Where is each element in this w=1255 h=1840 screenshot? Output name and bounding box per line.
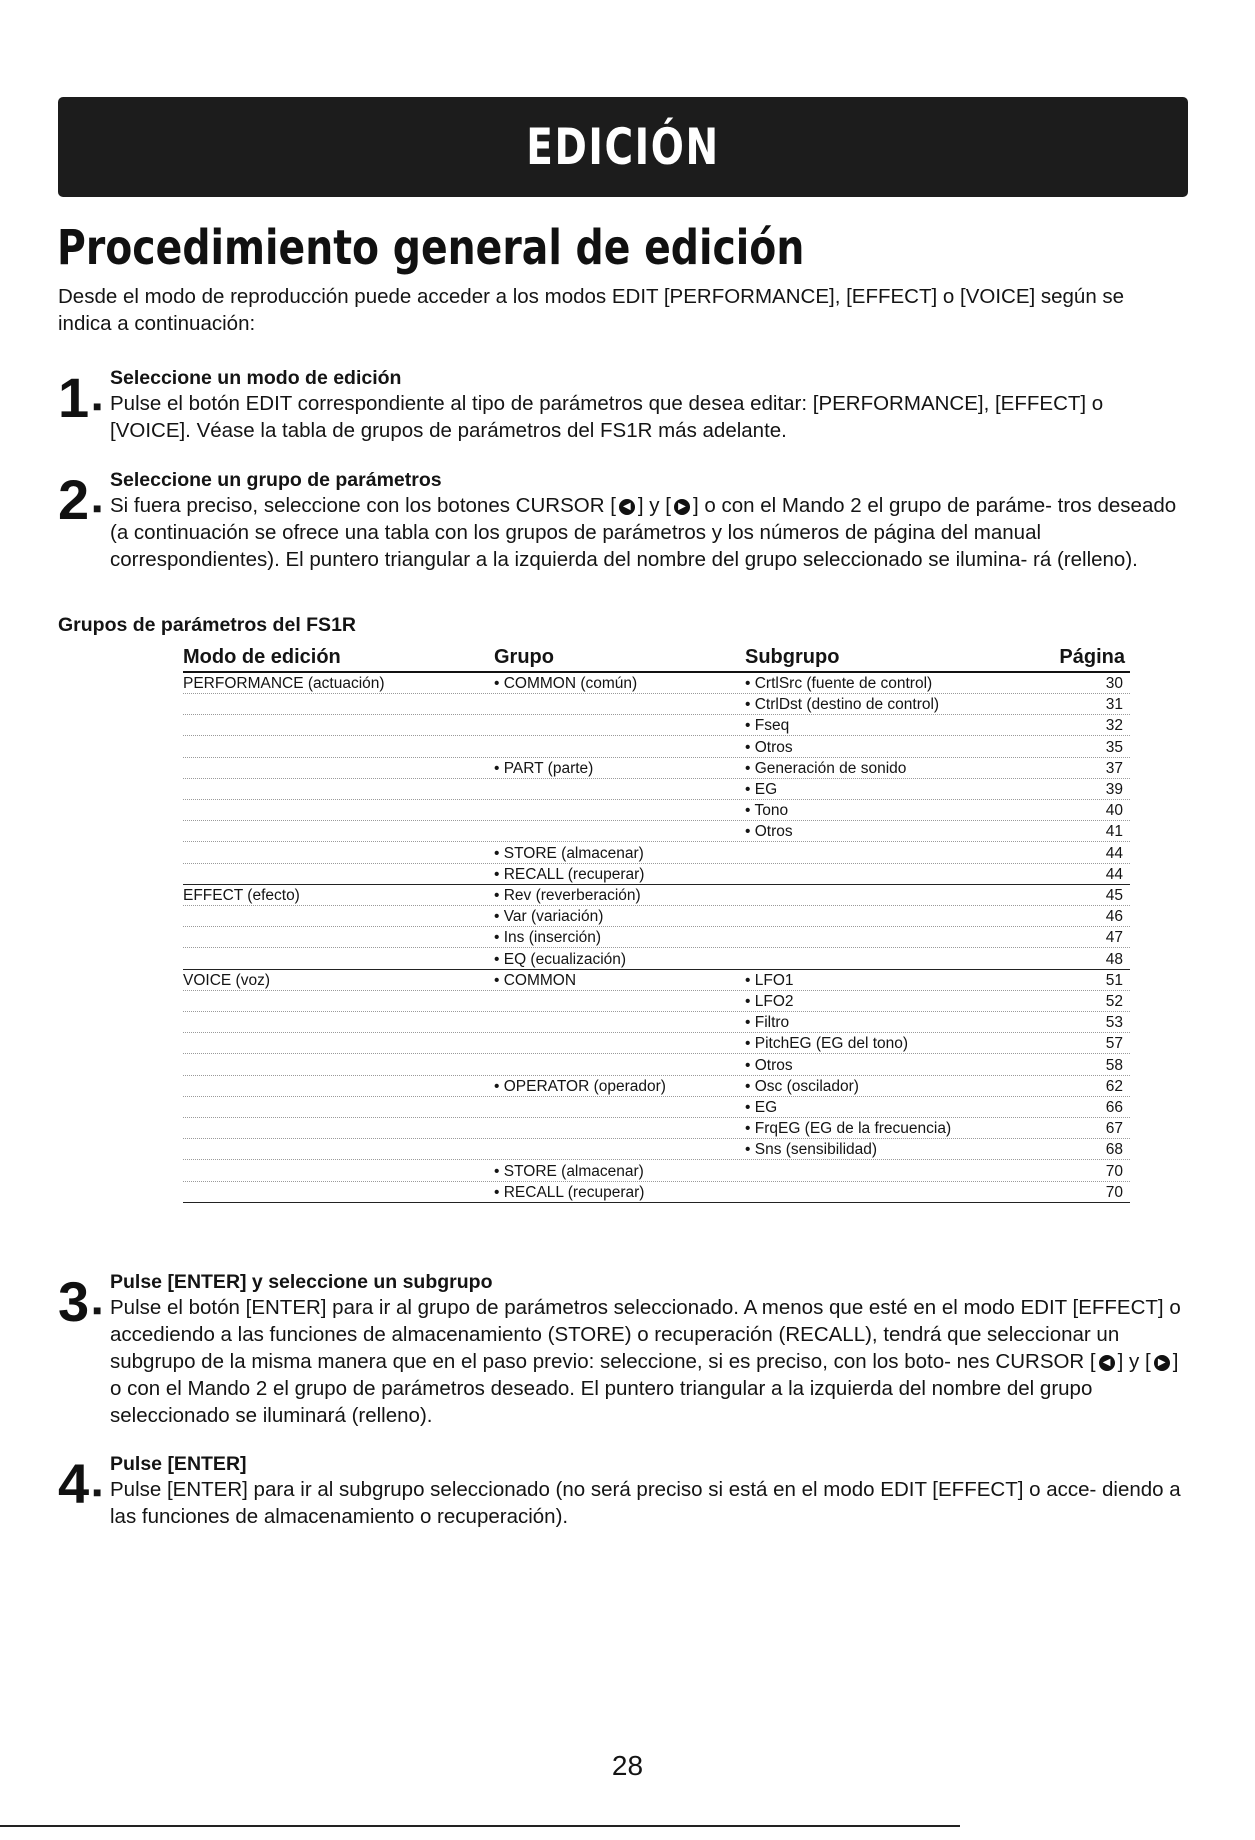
cursor-right-icon: ▶ (1154, 1355, 1170, 1371)
step-title: Seleccione un grupo de parámetros (110, 469, 442, 491)
table-row (183, 1033, 1130, 1054)
table-row (183, 673, 1130, 694)
subgroup-cell: • Filtro (745, 1014, 790, 1032)
header-subgroup: Subgrupo (745, 646, 840, 668)
table-row (183, 1182, 1130, 1203)
table-caption: Grupos de parámetros del FS1R (58, 614, 356, 636)
bullet-icon: ■ (93, 1484, 102, 1500)
subgroup-cell: • CtrlDst (destino de control) (745, 696, 940, 714)
page-cell: 30 (1105, 675, 1123, 692)
page-cell: 46 (1105, 908, 1123, 926)
group-cell: • OPERATOR (operador) (494, 1077, 666, 1095)
page-cell: 32 (1105, 717, 1123, 735)
table-row (183, 1161, 1130, 1182)
step-text: Pulse [ENTER] para ir al subgrupo seleccionado (no será preciso si está en el modo EDIT [EFFECT] o acce- diendo a las funciones de almacenamiento o recuperación). (110, 1478, 1181, 1528)
table-row (183, 779, 1130, 800)
subgroup-cell: • Generación de sonido (745, 759, 907, 777)
table-row (183, 1055, 1130, 1076)
page-cell: 31 (1105, 696, 1123, 714)
step-number: 2 (58, 468, 90, 531)
subgroup-cell: • EG (745, 1099, 778, 1116)
subgroup-cell: • Osc (oscilador) (745, 1077, 859, 1095)
page-cell: 70 (1105, 1183, 1123, 1201)
page-cell: 53 (1105, 1014, 1123, 1032)
page-cell: 66 (1105, 1099, 1123, 1116)
table-row (183, 1118, 1130, 1139)
subgroup-cell: • Fseq (745, 717, 790, 735)
step-number: 3 (58, 1270, 90, 1333)
mode-cell: VOICE (voz) (183, 971, 270, 989)
page-cell: 45 (1105, 887, 1123, 904)
page-cell: 37 (1105, 759, 1123, 777)
page-cell: 35 (1105, 738, 1123, 756)
group-cell: • RECALL (recuperar) (494, 865, 645, 883)
subgroup-cell: • LFO1 (745, 971, 794, 989)
table-row (183, 1076, 1130, 1097)
page-cell: 52 (1105, 993, 1123, 1010)
subgroup-cell: • PitchEG (EG del tono) (745, 1035, 909, 1053)
step-number: 1 (58, 366, 90, 429)
table-row (183, 758, 1130, 779)
page-cell: 62 (1105, 1077, 1123, 1095)
subgroup-cell: • CrtlSrc (fuente de control) (745, 675, 933, 692)
step-text: Si fuera preciso, seleccione con los botones CURSOR [ ◀ ] y [ ▶ ] o con el Mando 2 el grupo de paráme- tros deseado (a continuación se ofrece una tabla con los grupos de parámetros y los números de página del manual correspondientes). El puntero triangular a la izquierda del nombre del grupo seleccionado se ilumina- rá (relleno). (110, 494, 1177, 571)
header-mode: Modo de edición (183, 646, 341, 668)
table-row (183, 694, 1130, 715)
group-cell: • COMMON (común) (494, 675, 638, 692)
subgroup-cell: • EG (745, 781, 778, 798)
group-cell: • Ins (inserción) (494, 929, 602, 947)
group-cell: • Var (variación) (494, 908, 604, 926)
header-page: Página (1059, 646, 1125, 668)
subgroup-cell: • Otros (745, 738, 793, 756)
table-row (183, 737, 1130, 758)
bullet-icon: ■ (93, 500, 102, 516)
group-cell: • PART (parte) (494, 759, 594, 777)
mode-cell: EFFECT (efecto) (183, 887, 300, 904)
subgroup-cell: • Otros (745, 823, 793, 841)
chapter-title: EDICIÓN (526, 118, 720, 176)
page-cell: 47 (1105, 929, 1123, 947)
group-cell: • EQ (ecualización) (494, 950, 627, 968)
table-row (183, 800, 1130, 821)
bullet-icon: ■ (93, 398, 102, 414)
table-row (183, 991, 1130, 1012)
page-cell: 57 (1105, 1035, 1123, 1053)
page-cell: 44 (1105, 865, 1123, 883)
table-row (183, 1139, 1130, 1160)
page-cell: 41 (1105, 823, 1123, 841)
row-divider (183, 1202, 1130, 1203)
step-title: Pulse [ENTER] (110, 1453, 247, 1475)
table-row (183, 885, 1130, 906)
step-text: Pulse el botón [ENTER] para ir al grupo de parámetros seleccionado. A menos que esté en el modo EDIT [EFFECT] o accediendo a las funciones de almacenamiento (STORE) o recuperación (RECALL), tendrá que seleccionar un subgrupo de la misma manera que en el paso previo: seleccione, si es preciso, con los boto- nes CURSOR [ ◀ ] y [ ▶ ] o con el Mando 2 el grupo de parámetros deseado. El puntero triangular a la izquierda del nombre del grupo seleccionado se iluminará (relleno). (110, 1296, 1181, 1427)
table-row (183, 970, 1130, 991)
group-cell: • STORE (almacenar) (494, 1162, 644, 1180)
subgroup-cell: • FrqEG (EG de la frecuencia) (745, 1120, 952, 1138)
table-row (183, 715, 1130, 736)
step-text: Pulse el botón EDIT correspondiente al tipo de parámetros que desea editar: [PERFORMANCE], [EFFECT] o [VOICE]. Véase la tabla de grupos de parámetros del FS1R más adelante. (110, 392, 1104, 442)
step-title: Seleccione un modo de edición (110, 367, 402, 389)
intro-paragraph: Desde el modo de reproducción puede acceder a los modos EDIT [PERFORMANCE], [EFFECT] o [VOICE] según se indica a continuación: (58, 285, 1125, 335)
page-cell: 70 (1105, 1162, 1123, 1180)
cursor-left-icon: ◀ (619, 499, 635, 515)
header-group: Grupo (494, 646, 554, 668)
cursor-right-icon: ▶ (674, 499, 690, 515)
table-row (183, 1012, 1130, 1033)
step-number: 4 (58, 1452, 90, 1515)
table-row (183, 1097, 1130, 1118)
page-title: Procedimiento general de edición (57, 220, 805, 276)
chapter-banner (58, 97, 1188, 197)
step-title: Pulse [ENTER] y seleccione un subgrupo (110, 1271, 493, 1293)
page-number: 28 (611, 1750, 644, 1781)
subgroup-cell: • Tono (745, 802, 789, 820)
table-row (183, 949, 1130, 970)
page-cell: 40 (1105, 802, 1123, 820)
page-cell: 48 (1105, 950, 1123, 968)
page-cell: 44 (1105, 844, 1123, 862)
page-cell: 67 (1105, 1120, 1123, 1138)
subgroup-cell: • Sns (sensibilidad) (745, 1141, 878, 1159)
table-row (183, 843, 1130, 864)
page-cell: 58 (1105, 1056, 1123, 1074)
subgroup-cell: • LFO2 (745, 993, 794, 1010)
page-cell: 39 (1105, 781, 1123, 798)
group-cell: • Rev (reverberación) (494, 887, 641, 904)
page-cell: 68 (1105, 1141, 1123, 1159)
cursor-left-icon: ◀ (1099, 1355, 1115, 1371)
page-cell: 51 (1105, 971, 1123, 989)
bullet-icon: ■ (93, 1302, 102, 1318)
table-row (183, 864, 1130, 885)
mode-cell: PERFORMANCE (actuación) (183, 675, 385, 692)
group-cell: • STORE (almacenar) (494, 844, 644, 862)
subgroup-cell: • Otros (745, 1056, 793, 1074)
group-cell: • COMMON (494, 971, 577, 989)
table-row (183, 821, 1130, 842)
group-cell: • RECALL (recuperar) (494, 1183, 645, 1201)
table-row (183, 906, 1130, 927)
bottom-rule (0, 1825, 960, 1827)
table-row (183, 927, 1130, 948)
